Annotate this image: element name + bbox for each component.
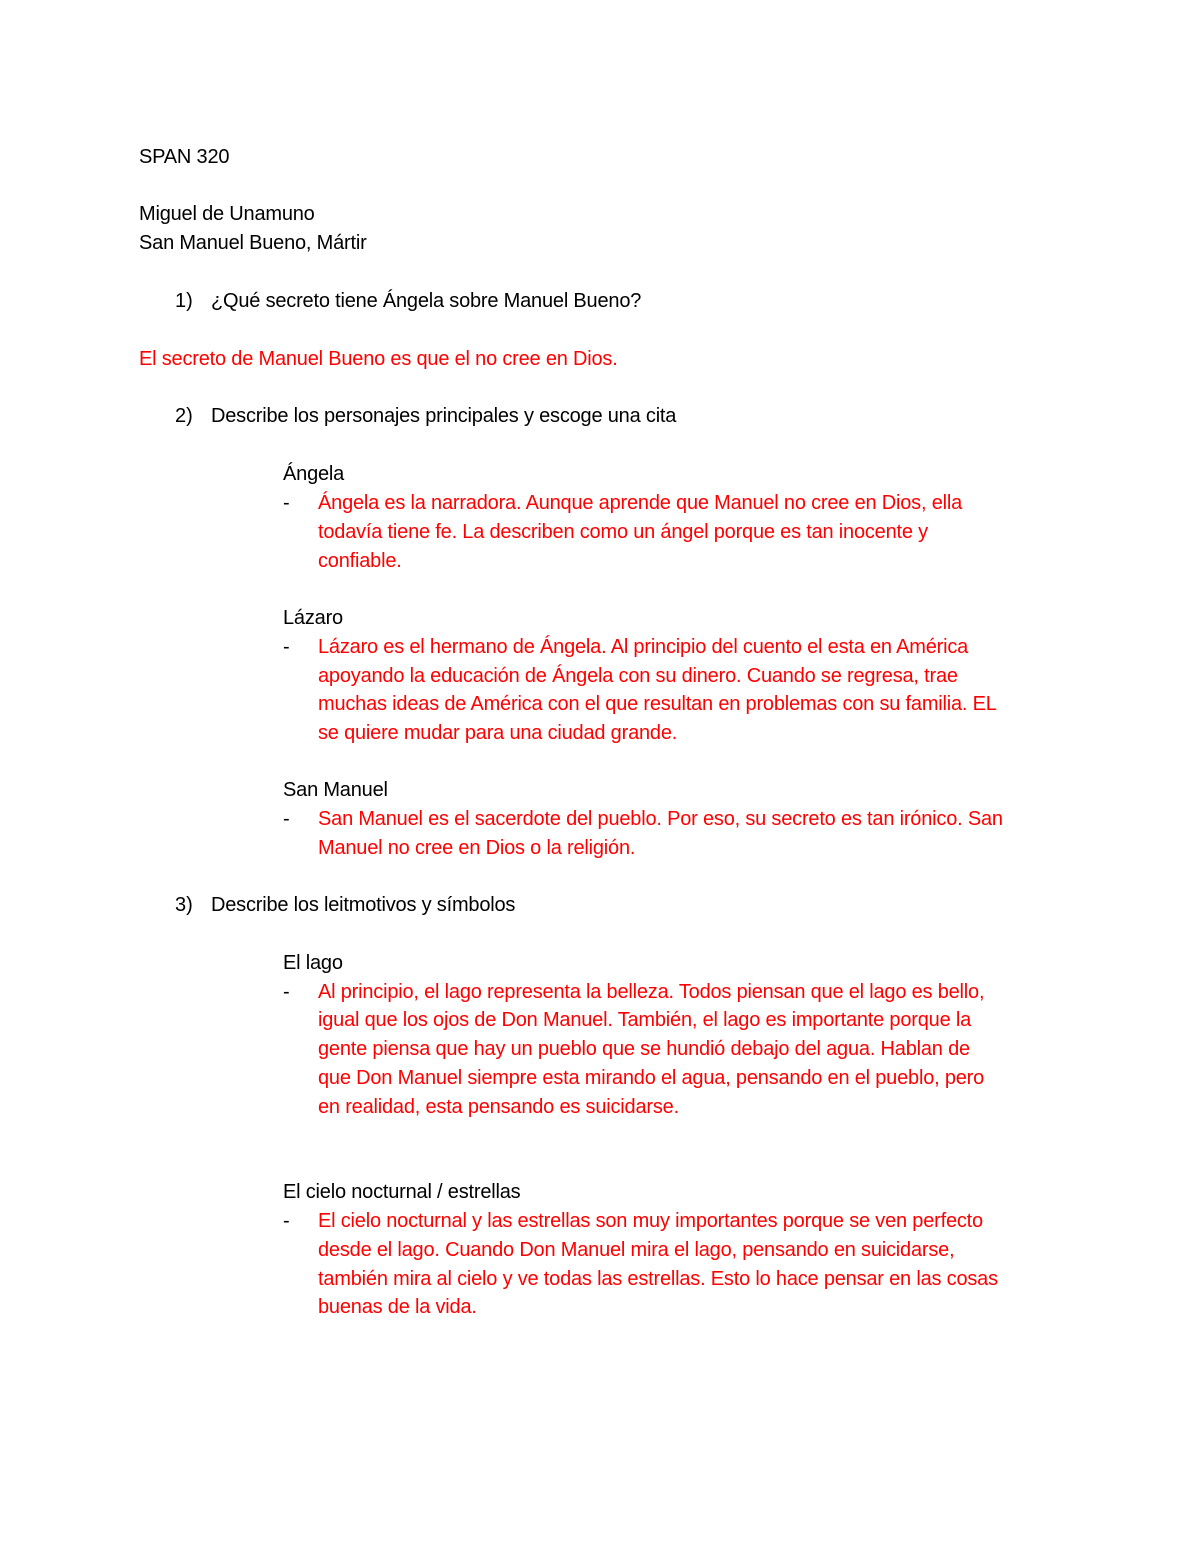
question-1-answer: El secreto de Manuel Bueno es que el no cree en Dios. [139,348,618,370]
answer-line: confiable. [318,550,402,572]
answer-line: desde el lago. Cuando Don Manuel mira el lago, pensando en suicidarse, [318,1239,955,1261]
question-2-number: 2) [175,405,193,427]
bullet-dash: - [283,981,290,1003]
author-name: Miguel de Unamuno [139,203,315,225]
character-heading-san-manuel: San Manuel [283,779,388,801]
answer-line: en realidad, esta pensando es suicidarse. [318,1096,679,1118]
answer-line: Ángela es la narradora. Aunque aprende que Manuel no cree en Dios, ella [318,492,963,514]
answer-line: que Don Manuel siempre esta mirando el agua, pensando en el pueblo, pero [318,1067,985,1089]
answer-line: igual que los ojos de Don Manuel. También, el lago es importante porque la [318,1009,972,1031]
bullet-dash: - [283,1210,290,1232]
answer-line: buenas de la vida. [318,1296,477,1318]
character-heading-angela: Ángela [283,463,345,485]
answer-line: apoyando la educación de Ángela con su dinero. Cuando se regresa, trae [318,665,958,687]
answer-line: gente piensa que hay un pueblo que se hundió debajo del agua. Hablan de [318,1038,970,1060]
question-2-text: Describe los personajes principales y escoge una cita [211,405,677,427]
symbol-heading-cielo: El cielo nocturnal / estrellas [283,1181,521,1203]
answer-line: San Manuel es el sacerdote del pueblo. Por eso, su secreto es tan irónico. San [318,808,1003,830]
answer-line: Lázaro es el hermano de Ángela. Al principio del cuento el esta en América [318,636,969,658]
answer-line: se quiere mudar para una ciudad grande. [318,722,678,744]
symbol-heading-lago: El lago [283,952,343,974]
answer-line: Manuel no cree en Dios o la religión. [318,837,636,859]
answer-line: muchas ideas de América con el que resultan en problemas con su familia. EL [318,693,997,715]
course-code: SPAN 320 [139,146,230,168]
character-heading-lazaro: Lázaro [283,607,343,629]
bullet-dash: - [283,636,290,658]
answer-line: también mira al cielo y ve todas las estrellas. Esto lo hace pensar en las cosas [318,1268,998,1290]
answer-line: todavía tiene fe. La describen como un ángel porque es tan inocente y [318,521,928,543]
bullet-dash: - [283,808,290,830]
answer-line: Al principio, el lago representa la belleza. Todos piensan que el lago es bello, [318,981,985,1003]
answer-line: El cielo nocturnal y las estrellas son muy importantes porque se ven perfecto [318,1210,983,1232]
question-3-text: Describe los leitmotivos y símbolos [211,894,516,916]
question-1-number: 1) [175,290,193,312]
question-3-number: 3) [175,894,193,916]
work-title: San Manuel Bueno, Mártir [139,232,367,254]
bullet-dash: - [283,492,290,514]
question-1-text: ¿Qué secreto tiene Ángela sobre Manuel Bueno? [211,290,642,312]
